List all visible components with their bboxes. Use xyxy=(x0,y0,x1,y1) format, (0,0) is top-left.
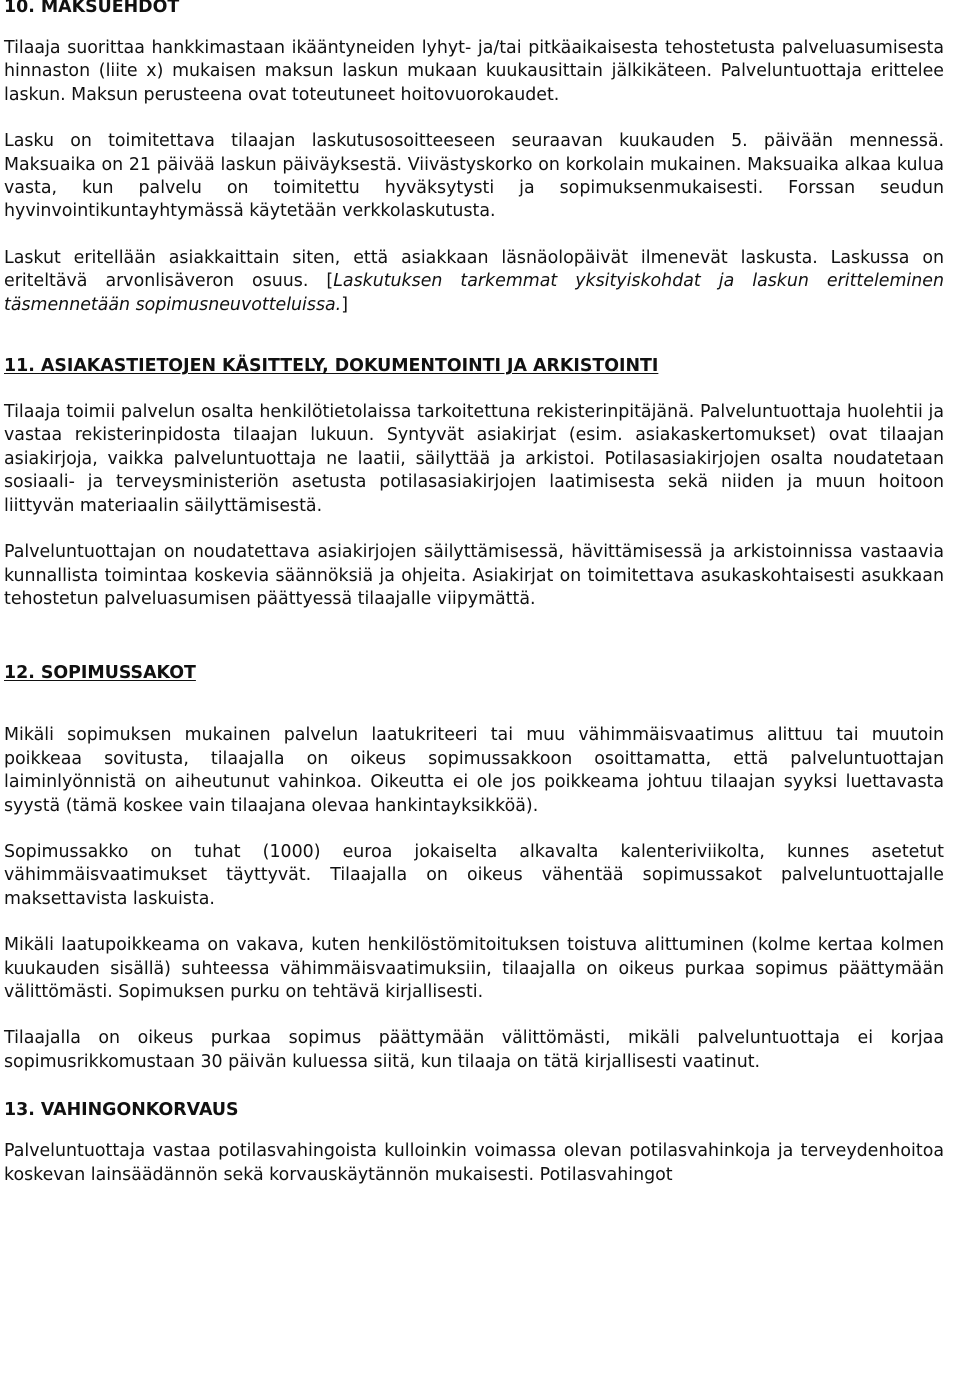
paragraph: Palveluntuottajan on noudatettava asiakirjojen säilyttämisessä, hävittämisessä ja arkistoinnissa vastaavia kunnallista toimintaa koskevia säännöksiä ja ohjeita. Asiakirjat on toimitettava asukaskohtaisesti asukkaan tehostetun palveluasumisen päättyessä tilaajalle viipymättä. xyxy=(4,542,944,609)
paragraph: Tilaajalla on oikeus purkaa sopimus päättymään välittömästi, mikäli palveluntuottaja ei korjaa sopimusrikkomustaan 30 päivän kuluessa siitä, kun tilaaja on tätä kirjallisesti vaatinut. xyxy=(4,1028,944,1072)
paragraph: Sopimussakko on tuhat (1000) euroa jokaiselta alkavalta kalenteriviikolta, kunnes asetetut vähimmäisvaatimukset täyttyvät. Tilaajalla on oikeus vähentää sopimussakot palveluntuottajalle maksettavista laskuista. xyxy=(4,841,944,909)
section-vahingonkorvaus xyxy=(4,1098,944,1187)
bracket-open: [ xyxy=(326,271,334,292)
paragraph: Mikäli sopimuksen mukainen palvelun laatukriteeri tai muu vähimmäisvaatimus alittuu tai muutoin poikkeaa sovitusta, tilaajalla on oikeus sopimussakkoon osoittamatta, että palveluntuottajan laiminlyönnistä on aiheutunut vahinkoa. Oikeutta ei ole jos poikkeama johtuu tilaajan syyksi luettavasta syystä (tämä koskee vain tilaajana olevaa hankintayksikköä). xyxy=(4,725,944,816)
section-asiakastietojen-kasittely xyxy=(4,354,944,611)
paragraph-text: Laskut eritellään asiakkaittain siten, että asiakkaan läsnäolopäivät ilmenevät laskusta. Laskussa on eriteltävä arvonlisäveron osuus. xyxy=(4,247,944,292)
paragraph: Mikäli laatupoikkeama on vakava, kuten henkilöstömitoituksen toistuva alittuminen (kolme kertaa kolmen kuukauden sisällä) suhteessa vähimmäisvaatimuksiin, tilaajalla on oikeus purkaa sopimus päättymään välittömästi. Sopimuksen purku on tehtävä kirjallisesti. xyxy=(4,935,944,1002)
section-heading: 12. SOPIMUSSAKOT xyxy=(4,663,196,684)
document-page xyxy=(4,0,944,1187)
italic-note: Laskutuksen tarkemmat yksityiskohdat ja laskun eritteleminen täsmennetään sopimusneuvotteluissa. xyxy=(4,271,944,315)
paragraph: Tilaaja suorittaa hankkimastaan ikääntyneiden lyhyt- ja/tai pitkäaikaisesta tehostetusta palveluasumisesta hinnaston (liite x) mukaisen maksun laskun mukaan kuukausittain jälkikäteen. Palveluntuottaja erittelee laskun. Maksun perusteena ovat toteutuneet hoitovuorokaudet. xyxy=(4,38,944,105)
section-heading: 13. VAHINGONKORVAUS xyxy=(4,1100,239,1121)
paragraph: Palveluntuottaja vastaa potilasvahingoista kulloinkin voimassa olevan potilasvahinkoja ja terveydenhoitoa koskevan lainsäädännön sekä korvauskäytännön mukaisesti. Potilasvahingot xyxy=(4,1141,944,1185)
section-heading: 10. MAKSUEHDOT xyxy=(4,0,180,17)
bracket-close: ] xyxy=(341,294,348,315)
section-heading: 11. ASIAKASTIETOJEN KÄSITTELY, DOKUMENTOINTI JA ARKISTOINTI xyxy=(4,356,659,377)
paragraph: Tilaaja toimii palvelun osalta henkilötietolaissa tarkoitettuna rekisterinpitäjänä. Palveluntuottaja huolehtii ja vastaa rekisterinpidosta tilaajan lukuun. Syntyvät asiakirjat (esim. asiakaskertomukset) ovat tilaajan asiakirjoja, vaikka palveluntuottaja ne laatii, säilyttää ja arkistoi. Potilasasiakirjojen osalta noudatetaan sosiaali- ja terveysministeriön asetusta potilasasiakirjojen laatimisesta sekä niiden ja muun hoitoon liittyvän materiaalin säilyttämisestä. xyxy=(4,402,944,516)
section-sopimussakot xyxy=(4,661,944,1074)
paragraph: Lasku on toimitettava tilaajan laskutusosoitteeseen seuraavan kuukauden 5. päivään mennessä. Maksuaika on 21 päivää laskun päiväyksestä. Viivästyskorko on korkolain mukainen. Maksuaika alkaa kulua vasta, kun palvelu on toimitettu hyväksytysti ja sopimuksenmukaisesti. Forssan seudun hyvinvointikuntayhtymässä käytetään verkkolaskutusta. xyxy=(4,131,944,222)
paragraph xyxy=(4,247,944,317)
section-maksuehdot xyxy=(4,0,944,317)
